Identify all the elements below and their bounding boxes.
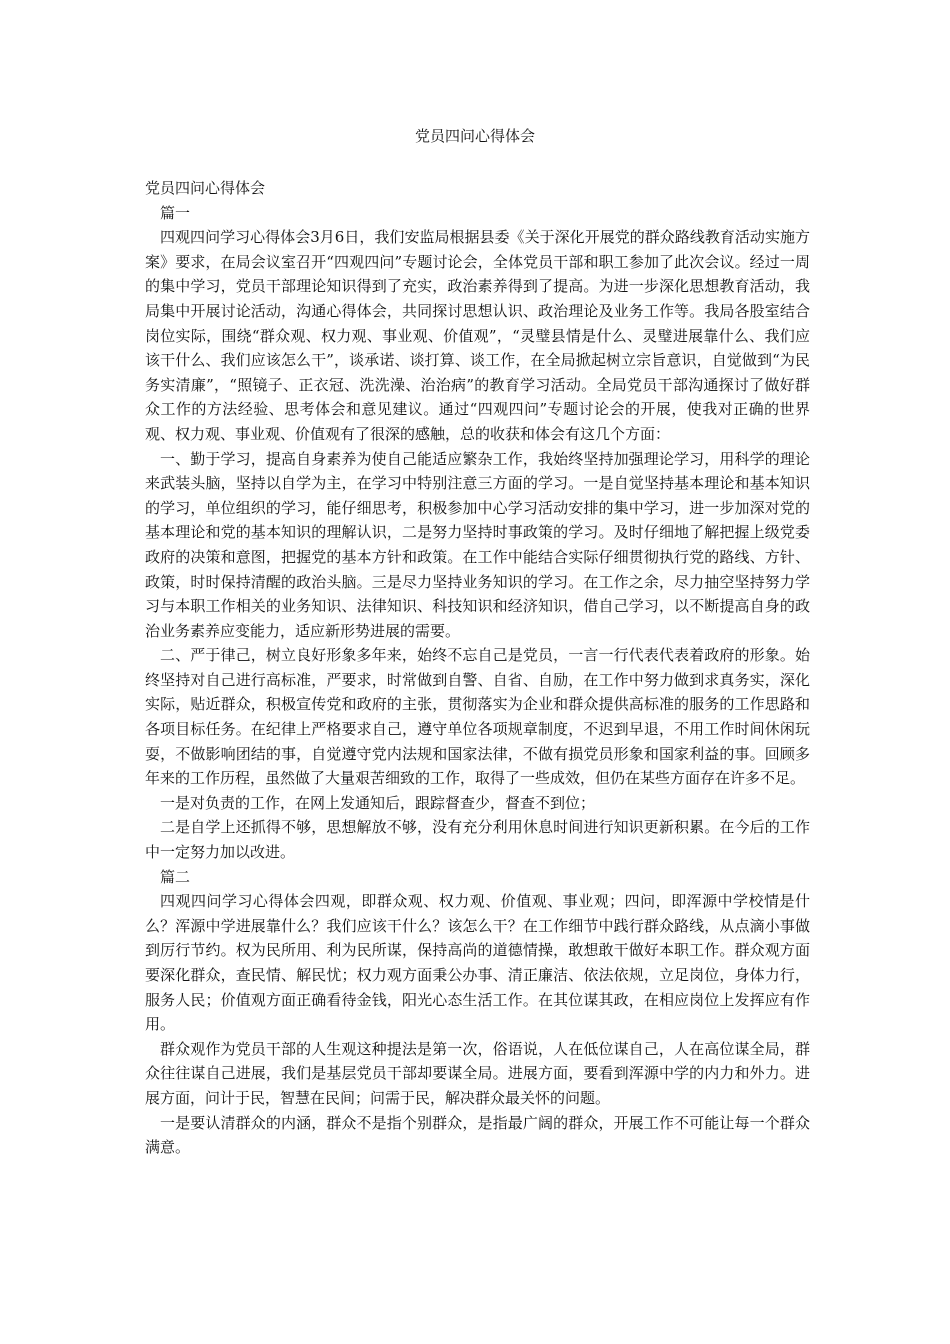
document-subtitle: 党员四问心得体会 — [145, 179, 266, 197]
paragraph: 四观四问学习心得体会3月6日，我们安监局根据县委《关于深化开展党的群众路线教育活动实施方案》要求，在局会议室召开“四观四问”专题讨论会，全体党员干部和职工参加了此次会议。经过一周的集中学习，党员干部理论知识得到了充实，政治素养得到了提高。为进一步深化思想教育活动，我局集中开展讨论活动，沟通心得体会，共同探讨思想认识、政治理论及业务工作等。我局各股室结合岗位实际，围绕“群众观、权力观、事业观、价值观”，“灵璧县情是什么、灵璧进展靠什么、我们应该干什么、我们应该怎么干”，谈承诺、谈打算、谈工作，在全局掀起树立宗旨意识，自觉做到“为民务实清廉”，“照镜子、正衣冠、洗洗澡、治治病”的教育学习活动。全局党员干部沟通探讨了做好群众工作的方法经验、思考体会和意见建议。通过“四观四问”专题讨论会的开展，使我对正确的世界观、权力观、事业观、价值观有了很深的感触，总的收获和体会有这几个方面： — [145, 228, 810, 443]
document-body — [145, 176, 810, 1160]
document-title: 党员四问心得体会 — [414, 127, 535, 145]
paragraph: 一是要认清群众的内涵，群众不是指个别群众，是指最广阔的群众，开展工作不可能让每一个群众满意。 — [145, 1113, 810, 1157]
paragraph: 群众观作为党员干部的人生观这种提法是第一次，俗语说，人在低位谋自己，人在高位谋全局，群众往往谋自己进展，我们是基层党员干部却要谋全局。进展方面，要看到浑源中学的内力和外力。进展方面，问计于民，智慧在民间；问需于民，解决群众最关怀的问题。 — [145, 1039, 810, 1107]
paragraph: 二是自学上还抓得不够，思想解放不够，没有充分利用休息时间进行知识更新积累。在今后的工作中一定努力加以改进。 — [145, 818, 810, 862]
paragraph: 二、严于律己，树立良好形象多年来，始终不忘自己是党员，一言一行代表代表着政府的形象。始终坚持对自己进行高标准，严要求，时常做到自警、自省、自励，在工作中努力做到求真务实，深化实际，贴近群众，积极宣传党和政府的主张，贯彻落实为企业和群众提供高标准的服务的工作思路和各项目标任务。在纪律上严格要求自己，遵守单位各项规章制度，不迟到早退，不用工作时间休闲玩耍，不做影响团结的事，自觉遵守党内法规和国家法律，不做有损党员形象和国家利益的事。回顾多年来的工作历程，虽然做了大量艰苦细致的工作，取得了一些成效，但仍在某些方面存在许多不足。 — [145, 646, 810, 788]
paragraph: 四观四问学习心得体会四观，即群众观、权力观、价值观、事业观；四问，即浑源中学校情是什么？浑源中学进展靠什么？我们应该干什么？该怎么干？在工作细节中践行群众路线，从点滴小事做到厉行节约。权为民所用、利为民所谋，保持高尚的道德情操，敢想敢干做好本职工作。群众观方面要深化群众，查民情、解民忧；权力观方面秉公办事、清正廉洁、依法依规，立足岗位，身体力行，服务人民；价值观方面正确看待金钱，阳光心态生活工作。在其位谋其政，在相应岗位上发挥应有作用。 — [145, 892, 810, 1034]
section-heading-2: 篇二 — [160, 867, 191, 886]
paragraph: 一是对负责的工作，在网上发通知后，跟踪督查少，督查不到位； — [160, 793, 596, 812]
paragraph: 一、勤于学习，提高自身素养为使自己能适应繁杂工作，我始终坚持加强理论学习，用科学的理论来武装头脑，坚持以自学为主，在学习中特别注意三方面的学习。一是自觉坚持基本理论和基本知识的学习，单位组织的学习，能仔细思考，积极参加中心学习活动安排的集中学习，进一步加深对党的基本理论和党的基本知识的理解认识，二是努力坚持时事政策的学习。及时仔细地了解把握上级党委政府的决策和意图，把握党的基本方针和政策。在工作中能结合实际仔细贯彻执行党的路线、方针、政策，时时保持清醒的政治头脑。三是尽力坚持业务知识的学习。在工作之余，尽力抽空坚持努力学习与本职工作相关的业务知识、法律知识、科技知识和经济知识，借自己学习，以不断提高自身的政治业务素养应变能力，适应新形势进展的需要。 — [145, 449, 810, 640]
section-heading-1: 篇一 — [160, 203, 191, 222]
